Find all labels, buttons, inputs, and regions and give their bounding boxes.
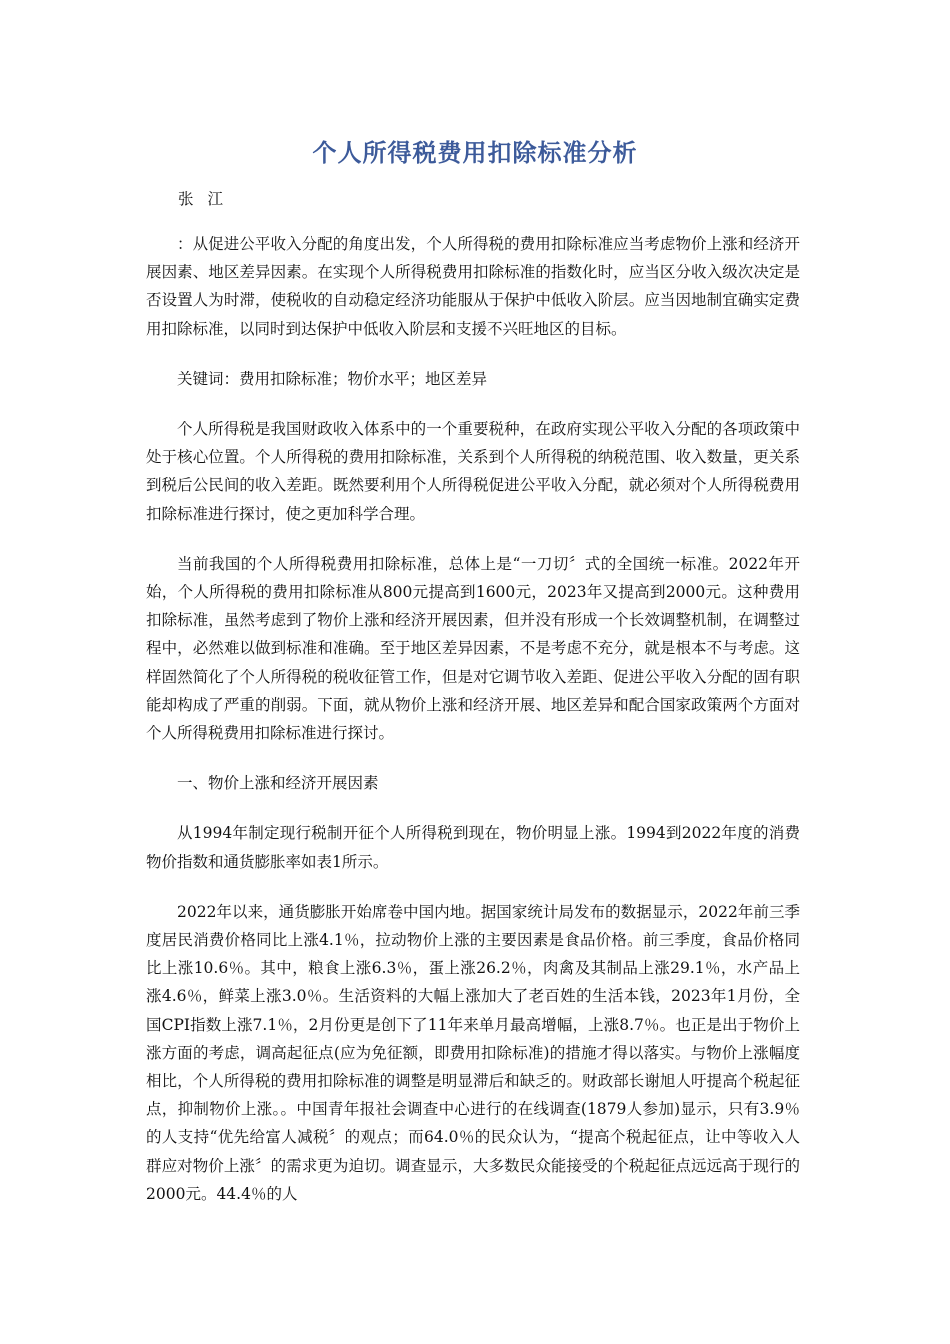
document-title: 个人所得税费用扣除标准分析	[312, 139, 638, 167]
body-paragraph-2: 当前我国的个人所得税费用扣除标准，总体上是“一刀切〞式的全国统一标准。2022年开始，个人所得税的费用扣除标准从800元提高到1600元，2023年又提高到2000元。这种费用扣除标准，虽然考虑到了物价上涨和经济开展因素，但并没有形成一个长效调整机制，在调整过程中，必然难以做到标准和准确。至于地区差异因素，不是考虑不充分，就是根本不与考虑。这样固然简化了个人所得税的税收征管工作，但是对它调节收入差距、促进公平收入分配的固有职能却构成了严重的削弱。下面，就从物价上涨和经济开展、地区差异和配合国家政策两个方面对个人所得税费用扣除标准进行探讨。	[146, 554, 800, 743]
section-paragraph-1: 从1994年制定现行税制开征个人所得税到现在，物价明显上涨。1994到2022年度的消费物价指数和通货膨胀率如表1所示。	[146, 824, 800, 871]
author-name: 张江	[178, 190, 238, 208]
keywords-line: 关键词：费用扣除标准；物价水平；地区差异	[177, 369, 488, 388]
document-body	[146, 230, 800, 1230]
section-paragraph-2: 2022年以来，通货膨胀开始席卷中国内地。据国家统计局发布的数据显示，2022年前三季度居民消费价格同比上涨4.1％，拉动物价上涨的主要因素是食品价格。前三季度，食品价格同比上涨10.6％。其中，粮食上涨6.3％，蛋上涨26.2％，肉禽及其制品上涨29.1％，水产品上涨4.6％，鲜菜上涨3.0％。生活资料的大幅上涨加大了老百姓的生活本钱，2023年1月份，全国CPI指数上涨7.1％，2月份更是创下了11年来单月最高增幅，上涨8.7％。也正是出于物价上涨方面的考虑，调高起征点(应为免征额，即费用扣除标准)的措施才得以落实。与物价上涨幅度相比，个人所得税的费用扣除标准的调整是明显滞后和缺乏的。财政部长谢旭人吁提高个税起征点，抑制物价上涨。。中国青年报社会调查中心进行的在线调查(1879人参加)显示，只有3.9％的人支持“优先给富人减税〞的观点；而64.0％的民众认为，“提高个税起征点，让中等收入人群应对物价上涨〞的需求更为迫切。调查显示，大多数民众能接受的个税起征点远远高于现行的2000元。44.4％的人	[146, 902, 800, 1203]
body-paragraph-1: 个人所得税是我国财政收入体系中的一个重要税种，在政府实现公平收入分配的各项政策中处于核心位置。个人所得税的费用扣除标准，关系到个人所得税的纳税范围、收入数量，更关系到税后公民间的收入差距。既然要利用个人所得税促进公平收入分配，就必须对个人所得税费用扣除标准进行探讨，使之更加科学合理。	[146, 420, 800, 523]
section-heading: 一、物价上涨和经济开展因素	[177, 774, 379, 793]
abstract-paragraph: ：从促进公平收入分配的角度出发，个人所得税的费用扣除标准应当考虑物价上涨和经济开展因素、地区差异因素。在实现个人所得税费用扣除标准的指数化时，应当区分收入级次决定是否设置人为时滞，使税收的自动稳定经济功能服从于保护中低收入阶层。应当因地制宜确实定费用扣除标准，以同时到达保护中低收入阶层和支援不兴旺地区的目标。	[146, 235, 800, 338]
